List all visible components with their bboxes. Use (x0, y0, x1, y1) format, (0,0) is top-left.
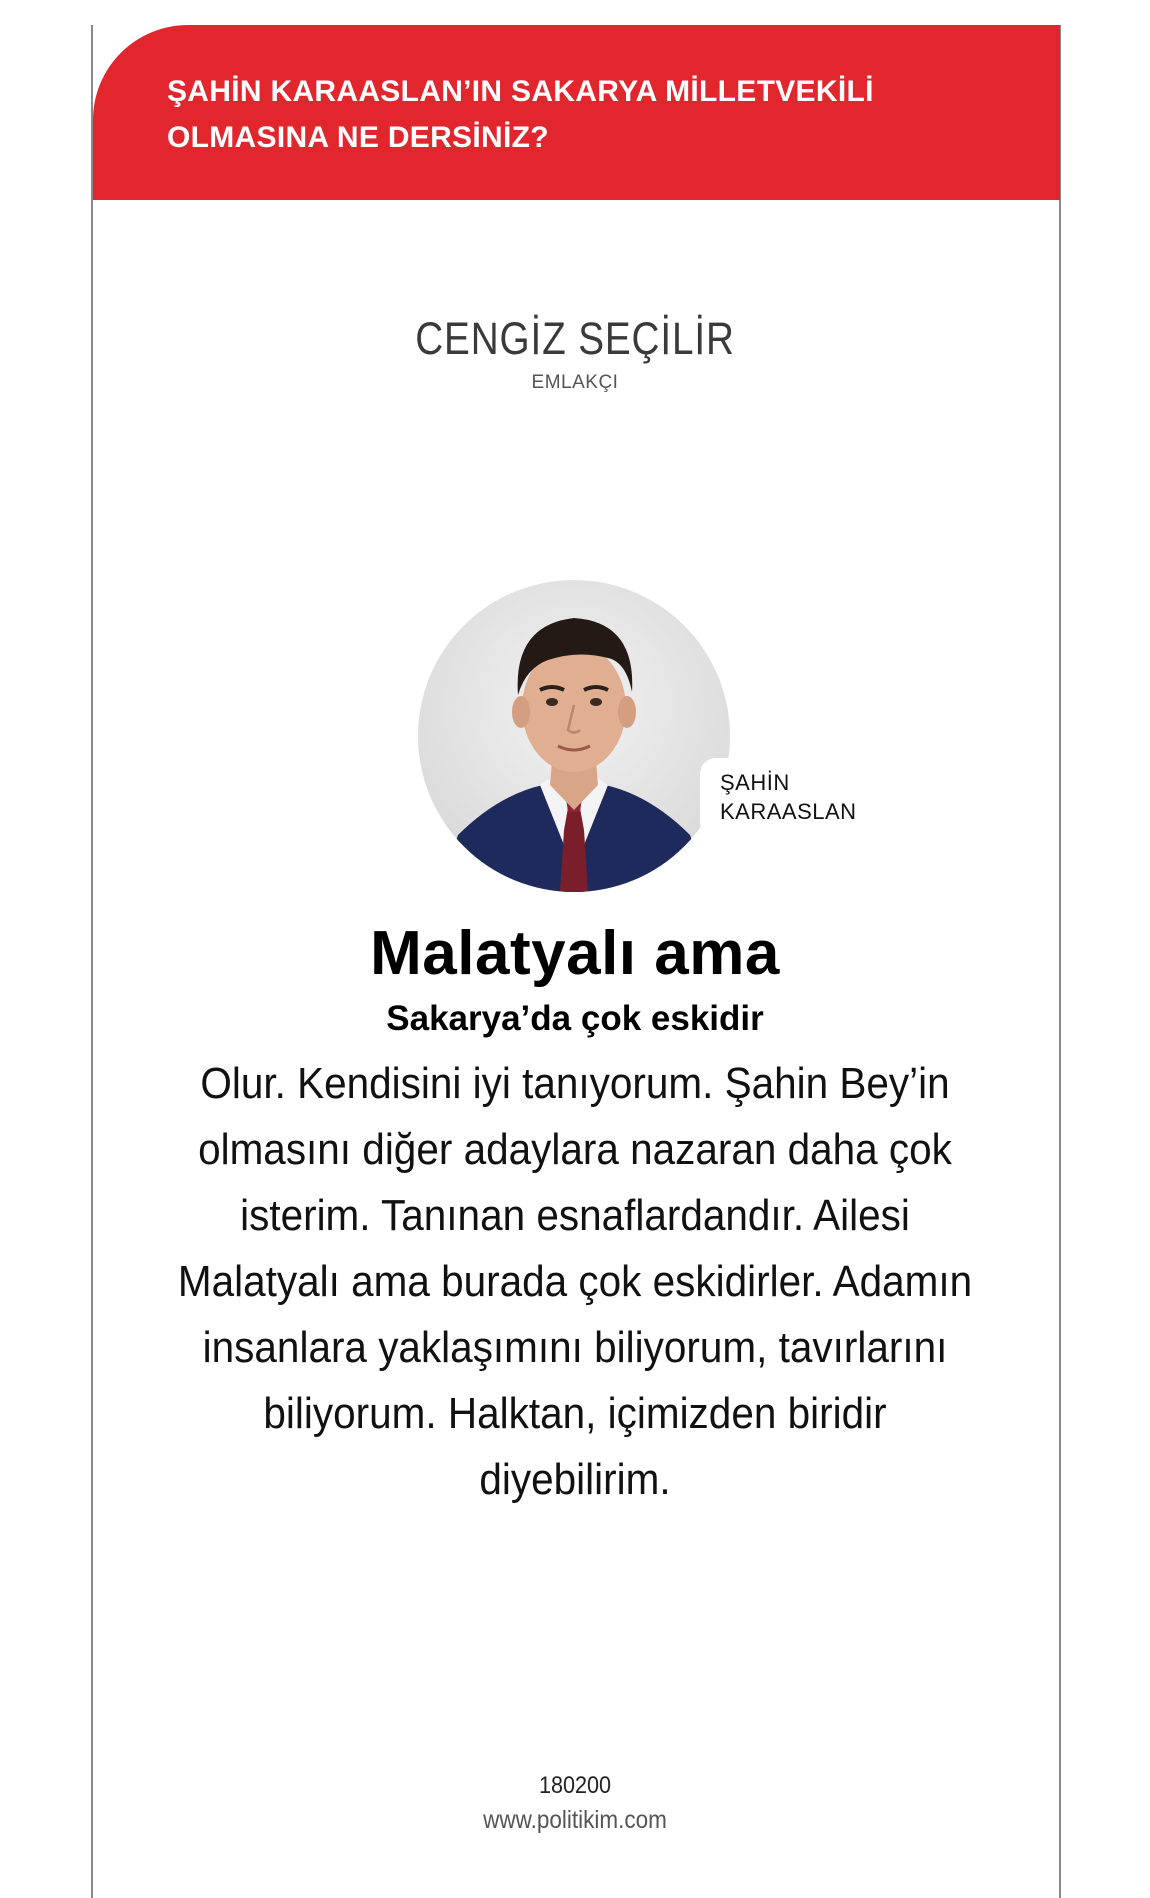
photo-caption-text: ŞAHİN KARAASLAN (720, 770, 857, 824)
article-body: Olur. Kendisini iyi tanıyorum. Şahin Bey’in olmasını diğer adaylara nazaran daha çok isterim. Tanınan esnaflardandır. Ailesi Malatyalı ama burada çok eskidirler. Adamın insanlara yaklaşımını biliyorum, tavırlarını biliyorum. Halktan, içimizden biridir diyebilirim. (177, 1059, 973, 1504)
photo-caption (700, 758, 910, 838)
respondent-role: EMLAKÇI (531, 372, 619, 393)
article-subheadline: Sakarya’da çok eskidir (386, 999, 764, 1038)
question-banner (93, 25, 1060, 200)
site-url-link[interactable]: www.politikim.com (483, 1806, 667, 1834)
article-headline: Malatyalı ama (370, 919, 780, 988)
person-portrait-icon (418, 580, 730, 892)
respondent-name: CENGİZ SEÇİLİR (415, 313, 735, 364)
candidate-photo (418, 580, 730, 892)
question-title: ŞAHİN KARAASLAN’IN SAKARYA MİLLETVEKİLİ OLMASINA NE DERSİNİZ? (167, 75, 874, 154)
view-count: 180200 (538, 1772, 612, 1799)
